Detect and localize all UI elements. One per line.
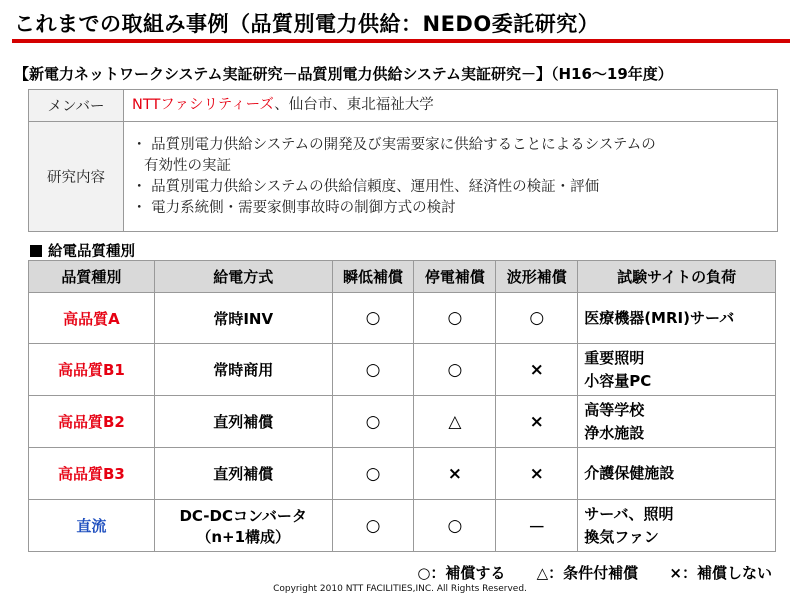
title-underline [12,39,790,43]
table-row [29,448,776,500]
table-row [29,500,776,552]
site-line: 医療機器(MRI)サーバ [584,308,735,327]
header-momentary: 瞬低補償 [332,261,414,293]
site-cell [578,344,776,396]
table-row [29,344,776,396]
site-cell [578,396,776,448]
site-line: 介護保健施設 [584,464,675,482]
section-heading [30,240,135,261]
momentary-cell: ○ [332,448,414,500]
page-subtitle: 【新電力ネットワークシステム実証研究－品質別電力供給システム実証研究－】（H16～19年度） [14,65,673,83]
grade-cell: 高品質B1 [29,344,155,396]
member-value [124,90,778,122]
grade-cell: 高品質A [29,293,155,344]
method-cell [154,396,332,448]
legend-compensate: ○：補償する [417,564,506,582]
page-title: これまでの取組み事例（品質別電力供給：NEDO委託研究） [14,12,600,36]
method-cell [154,448,332,500]
header-site-load: 試験サイトの負荷 [578,261,776,293]
outage-cell: ○ [414,293,496,344]
site-line: 重要照明 [584,348,645,367]
waveform-cell: － [496,500,578,552]
site-cell [578,293,776,344]
member-highlight: NTTファシリティーズ [132,97,275,113]
outage-cell: △ [414,396,496,448]
outage-cell: ○ [414,500,496,552]
method-line: 直列補償 [213,413,274,431]
content-line: 有効性の実証 [144,157,231,174]
header-waveform: 波形補償 [496,261,578,293]
waveform-cell: × [496,396,578,448]
momentary-cell: ○ [332,293,414,344]
method-cell [154,344,332,396]
member-label: メンバー [29,90,124,122]
grade-cell: 高品質B2 [29,396,155,448]
member-rest: 、仙台市、東北福祉大学 [274,97,434,113]
table-row [29,396,776,448]
waveform-cell: ○ [496,293,578,344]
grade-cell: 高品質B3 [29,448,155,500]
method-cell [154,293,332,344]
site-line: 浄水施設 [584,423,645,442]
method-line: （n+1構成） [196,527,291,546]
content-value [124,122,778,232]
header-outage: 停電補償 [414,261,496,293]
table-row [29,293,776,344]
project-info-table [28,89,778,232]
symbol-legend [391,562,772,583]
method-line: 常時INV [213,309,274,328]
legend-conditional: △：条件付補償 [536,564,639,582]
outage-cell: × [414,448,496,500]
momentary-cell: ○ [332,344,414,396]
outage-cell: ○ [414,344,496,396]
site-cell [578,500,776,552]
section-title: 給電品質種別 [48,244,135,260]
content-label: 研究内容 [29,122,124,232]
content-line: ・ 電力系統側・需要家側事故時の制御方式の検討 [132,199,456,216]
method-line: 直列補償 [213,465,274,483]
waveform-cell: × [496,344,578,396]
content-line: ・ 品質別電力供給システムの開発及び実需要家に供給することによるシステムの [132,136,656,153]
site-cell [578,448,776,500]
momentary-cell: ○ [332,396,414,448]
site-line: 小容量PC [584,371,652,390]
header-grade: 品質種別 [29,261,155,293]
power-quality-table [28,260,776,552]
copyright-footer: Copyright 2010 NTT FACILITIES,INC. All Rights Reserved. [273,584,527,594]
site-line: 換気ファン [584,527,659,546]
table-header-row [29,261,776,293]
grade-cell: 直流 [29,500,155,552]
waveform-cell: × [496,448,578,500]
site-line: サーバ、照明 [584,504,674,523]
header-method: 給電方式 [154,261,332,293]
legend-none: ×：補償しない [669,564,772,582]
method-cell [154,500,332,552]
content-line: ・ 品質別電力供給システムの供給信頼度、運用性、経済性の検証・評価 [132,178,600,195]
member-row [29,90,778,122]
method-line: DC-DCコンバータ [179,506,307,525]
black-square-icon [30,245,42,257]
method-line: 常時商用 [213,361,274,379]
content-row [29,122,778,232]
site-line: 高等学校 [584,400,645,419]
momentary-cell: ○ [332,500,414,552]
